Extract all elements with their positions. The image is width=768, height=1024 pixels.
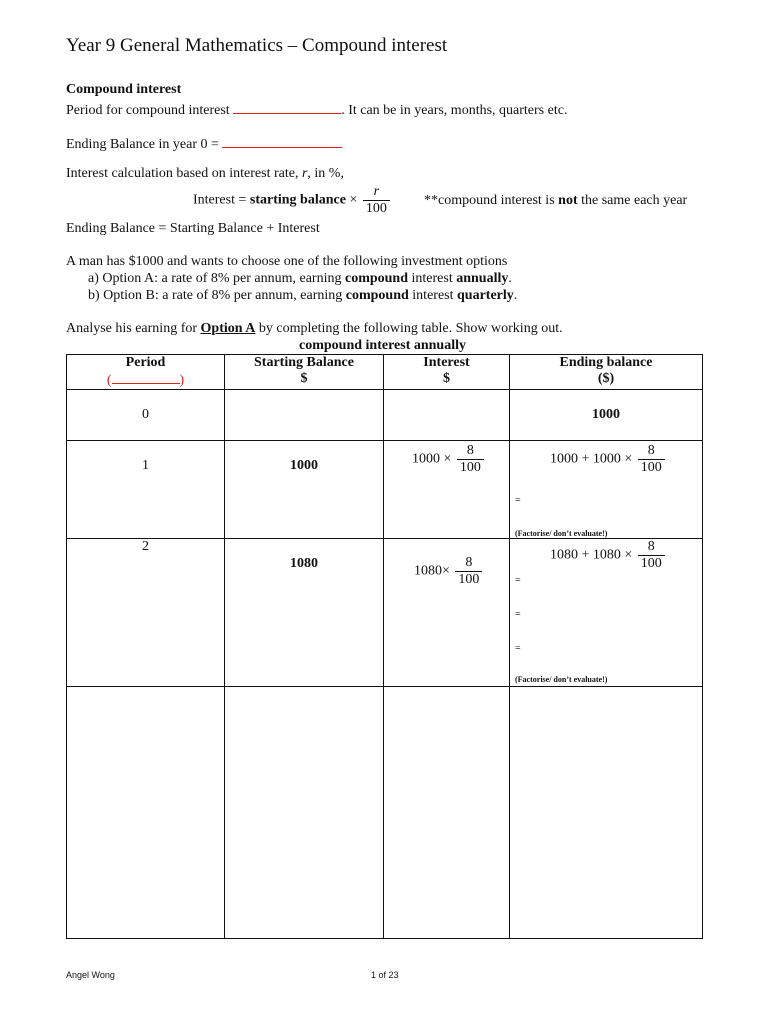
row2-end-fraction <box>638 539 665 572</box>
interest-calc-var: r <box>301 166 308 181</box>
note-prefix: **compound interest is <box>424 193 555 208</box>
ending-balance-label: Ending Balance in year 0 = <box>66 137 219 152</box>
row1-end-den: 100 <box>638 459 665 476</box>
option-a <box>88 271 512 287</box>
analyse-suffix: by completing the following table. Show working out. <box>258 321 563 336</box>
row2-end-den: 100 <box>638 555 665 572</box>
header-ending-balance-unit: ($) <box>597 371 615 386</box>
option-b <box>88 288 517 304</box>
row1-note: (Factorise/ don’t evaluate!) <box>515 529 608 538</box>
table-row <box>67 687 703 939</box>
row2-equals-2: = <box>515 609 521 620</box>
period-unit-blank[interactable]: ( ) <box>106 373 185 388</box>
compound-interest-table <box>66 354 703 939</box>
formula-denominator: 100 <box>363 200 390 217</box>
ending-balance-formula: Ending Balance = Starting Balance + Interest <box>66 221 320 236</box>
row2-equals-1: = <box>515 575 521 586</box>
ending-balance-line <box>66 133 342 153</box>
option-b-label: b) <box>88 288 100 303</box>
row2-int-num: 8 <box>465 555 473 570</box>
header-starting-balance <box>225 355 384 390</box>
row3-start[interactable] <box>225 687 384 939</box>
interest-calc-unit: , in %, <box>307 166 344 181</box>
period-suffix: . It can be in years, months, quarters etc. <box>341 103 568 118</box>
row2-period: 2 <box>67 539 225 687</box>
interest-formula <box>193 184 392 217</box>
row1-int-den: 100 <box>457 459 484 476</box>
row2-interest-fraction <box>455 555 482 588</box>
row1-interest-base: 1000 × <box>412 451 452 467</box>
problem-statement: A man has $1000 and wants to choose one of the following investment options <box>66 254 508 269</box>
footer-author: Angel Wong <box>66 970 115 980</box>
note-bold: not <box>558 193 578 208</box>
row2-interest-base: 1080× <box>414 563 450 579</box>
table-caption: compound interest annually <box>299 338 466 353</box>
note-suffix: the same each year <box>581 193 688 208</box>
row1-end-expr-text: 1000 + 1000 × <box>550 451 633 467</box>
row1-int-num: 8 <box>466 443 474 458</box>
option-b-text: Option B: a rate of 8% per annum, earning <box>103 288 343 303</box>
interest-calc-line <box>66 166 344 182</box>
formula-fraction <box>363 184 390 217</box>
option-a-bold1: compound <box>344 271 409 286</box>
row2-note: (Factorise/ don’t evaluate!) <box>515 675 608 684</box>
option-a-label: a) <box>88 271 99 286</box>
header-interest-label: Interest <box>423 355 470 370</box>
row2-end-expr <box>550 539 667 572</box>
row1-interest-fraction <box>457 443 484 476</box>
row0-start[interactable] <box>225 390 384 441</box>
header-ending-balance <box>510 355 703 390</box>
period-line <box>66 99 567 119</box>
row2-interest[interactable] <box>384 539 510 687</box>
ending-balance-blank[interactable] <box>222 133 342 148</box>
header-starting-balance-label: Starting Balance <box>254 355 354 370</box>
formula-starting-balance: starting balance <box>249 192 346 208</box>
footer-page: 1 of 23 <box>371 970 399 980</box>
interest-calc-text: Interest calculation based on interest rate, <box>66 166 299 181</box>
header-starting-balance-unit: $ <box>300 371 308 386</box>
row2-end-expr-text: 1080 + 1080 × <box>550 547 633 563</box>
row1-equals: = <box>515 495 521 506</box>
table-row <box>67 441 703 539</box>
option-a-bold2: annually <box>456 271 509 286</box>
formula-numerator: r <box>373 184 380 199</box>
analyse-prefix: Analyse his earning for <box>66 321 198 336</box>
formula-lhs: Interest = <box>193 192 247 208</box>
row0-ending: 1000 <box>510 390 703 441</box>
period-prefix: Period for compound interest <box>66 103 230 118</box>
table-row <box>67 539 703 687</box>
compound-note <box>424 193 687 209</box>
option-a-text: Option A: a rate of 8% per annum, earning <box>102 271 342 286</box>
row1-end-fraction <box>638 443 665 476</box>
option-b-bold1: compound <box>345 288 409 303</box>
table-header-row <box>67 355 703 390</box>
header-interest-unit: $ <box>443 371 450 386</box>
row3-interest[interactable] <box>384 687 510 939</box>
row2-int-den: 100 <box>455 571 482 588</box>
row1-end-num: 8 <box>647 443 655 458</box>
row2-equals-3: = <box>515 643 521 654</box>
row1-start: 1000 <box>225 441 384 539</box>
row0-period: 0 <box>67 390 225 441</box>
row2-ending[interactable] <box>510 539 703 687</box>
analyse-line <box>66 321 563 337</box>
row0-interest[interactable] <box>384 390 510 441</box>
row1-period: 1 <box>67 441 225 539</box>
analyse-option: Option A <box>200 321 256 336</box>
header-period <box>67 355 225 390</box>
option-a-end: . <box>508 271 512 286</box>
row3-ending[interactable] <box>510 687 703 939</box>
row1-ending[interactable] <box>510 441 703 539</box>
formula-times: × <box>349 192 358 208</box>
page-title: Year 9 General Mathematics – Compound interest <box>66 35 448 56</box>
option-a-mid: interest <box>411 271 453 286</box>
header-ending-balance-label: Ending balance <box>559 355 653 370</box>
period-blank[interactable] <box>233 99 341 114</box>
row2-end-num: 8 <box>647 539 655 554</box>
row1-end-expr <box>550 443 667 476</box>
section-heading: Compound interest <box>66 82 182 97</box>
header-period-label: Period <box>125 355 166 370</box>
option-b-mid: interest <box>412 288 454 303</box>
row3-period[interactable] <box>67 687 225 939</box>
row2-start: 1080 <box>225 539 384 687</box>
row1-interest[interactable] <box>384 441 510 539</box>
option-b-bold2: quarterly <box>457 288 514 303</box>
header-interest <box>384 355 510 390</box>
option-b-end: . <box>513 288 518 303</box>
table-row <box>67 390 703 441</box>
